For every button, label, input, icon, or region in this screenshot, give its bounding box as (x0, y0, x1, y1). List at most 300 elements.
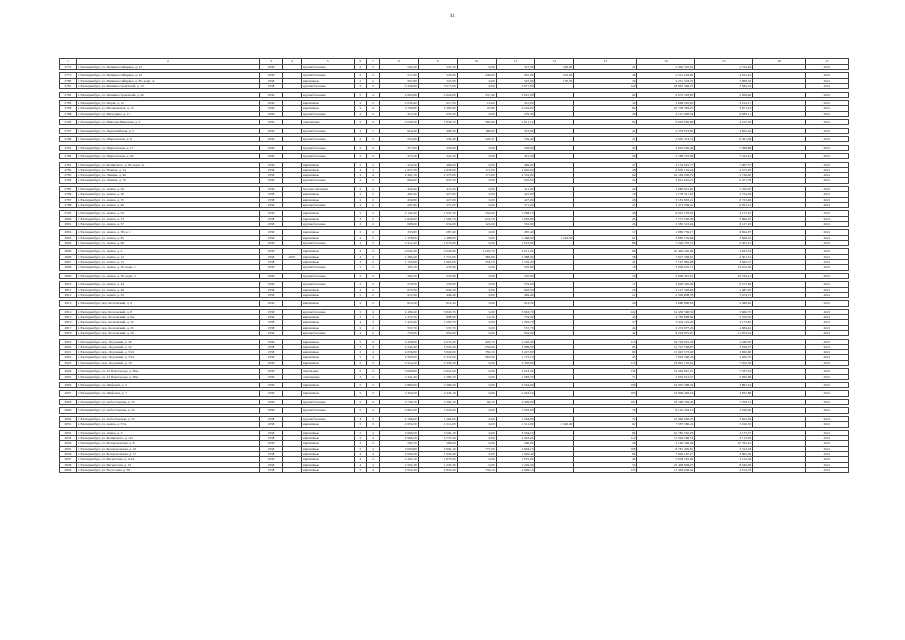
wall-material-cell: крупноблочные (301, 309, 354, 314)
column-number: 12 (535, 59, 574, 65)
row-number-cell: 2806 (60, 254, 77, 259)
entrances-cell: 3 (367, 320, 380, 325)
cost-per-sqm-cell: 6 573,84 (695, 282, 753, 287)
cost-per-sqm-cell: 7 667,57 (695, 162, 753, 167)
total-area-cell: 2 430,60 (379, 339, 418, 344)
municipal-area-cell: 782,10 (457, 350, 496, 355)
address-cell: г. Екатеринбург, ул. 22 Партсъезда, д. 38А (76, 374, 259, 379)
entrances-cell: 5 (367, 84, 380, 89)
total-area-cell: 2 902,80 (379, 92, 418, 97)
cost-per-sqm-cell: 3 314,18 (695, 446, 753, 451)
total-area-cell: 684,00 (379, 178, 418, 183)
entrances-cell: 2 (367, 265, 380, 270)
residents-cell: 22 (574, 65, 637, 70)
residents-cell: 58 (574, 254, 637, 259)
entrances-cell: 4 (367, 173, 380, 178)
wall-material-cell: крупноблочные (301, 221, 354, 226)
repair-cost-cell: 3 473 958,41 (637, 202, 695, 207)
floors-cell: 4 (354, 457, 367, 462)
address-cell: г. Екатеринбург, ул. Ленина, д. 46 (76, 173, 259, 178)
municipal-area-cell: 0,00 (457, 162, 496, 167)
address-cell: г. Екатеринбург, ул. Первомайская, д. 5 (76, 128, 259, 133)
wall-material-cell: смешанные (301, 120, 354, 125)
wall-material-cell: бетонно-блочные (301, 186, 354, 191)
total-area-cell: 5 330,90 (379, 84, 418, 89)
premises-area-cell: 427,00 (418, 192, 457, 197)
wall-material-cell: крупноблочные (301, 416, 354, 421)
build-year-cell: 1958 (259, 309, 282, 314)
row-number-cell: 2836 (60, 451, 77, 456)
residents-cell: 24 (574, 145, 637, 150)
repair-year-cell: 2021 (805, 344, 848, 349)
private-area-cell: 1 388,00 (496, 254, 535, 259)
repair-year-cell: 2021 (805, 73, 848, 78)
repair-year-cell: 2021 (805, 65, 848, 70)
cost-per-sqm-cell: 8 540,60 (695, 462, 753, 467)
premises-area-cell: 2 330,50 (418, 360, 457, 365)
entrances-cell: 2 (367, 287, 380, 292)
row-number-cell: 2799 (60, 137, 77, 142)
municipal-area-cell: 0,00 (457, 78, 496, 83)
residents-cell: 26 (574, 301, 637, 306)
residents-cell: 115 (574, 339, 637, 344)
row-number-cell: 2810 (60, 282, 77, 287)
wall-material-cell: кирпичные (301, 436, 354, 441)
repair-year-cell: 2021 (805, 186, 848, 191)
row-number-cell: 2807 (60, 260, 77, 265)
row-number-cell: 2811 (60, 287, 77, 292)
renovation-year-cell: 2007 (283, 254, 302, 259)
repair-year-cell: 2021 (805, 221, 848, 226)
residents-cell: 29 (574, 78, 637, 83)
floors-cell: 2 (354, 301, 367, 306)
municipal-area-cell: 0,00 (457, 84, 496, 89)
municipal-area-cell: 0,00 (457, 309, 496, 314)
build-year-cell: 1958 (259, 292, 282, 297)
wall-material-cell: кирпичные (301, 260, 354, 265)
row-number-cell: 2784 (60, 178, 77, 183)
municipal-area-cell: 663,00 (457, 355, 496, 360)
wall-material-cell: кирпичные (301, 301, 354, 306)
row-number-cell: 2788 (60, 111, 77, 116)
cost-per-sqm-cell: 6 561,39 (695, 137, 753, 142)
total-area-cell: 591,90 (379, 202, 418, 207)
residents-cell: 17 (574, 230, 637, 235)
repair-cost-cell: 4 251 318,47 (637, 78, 695, 83)
private-area-cell: 2 657,00 (496, 92, 535, 97)
floors-cell: 2 (354, 101, 367, 106)
premises-area-cell: 1 672,00 (418, 240, 457, 245)
repair-year-cell: 2021 (805, 408, 848, 413)
private-area-cell: 1 999,50 (496, 344, 535, 349)
row-number-cell: 2797 (60, 128, 77, 133)
build-year-cell: 1958 (259, 186, 282, 191)
cost-per-sqm-cell: 6 723,40 (695, 197, 753, 202)
repair-year-cell: 2021 (805, 350, 848, 355)
cost-per-sqm-cell: 4 172,10 (695, 211, 753, 216)
repair-cost-cell: 8 781 495,81 (637, 446, 695, 451)
other-area-cell: 150,50 (535, 78, 574, 83)
private-area-cell: 411,00 (496, 186, 535, 191)
premises-area-cell: 1 511,00 (418, 422, 457, 427)
wall-material-cell: кирпичные (301, 167, 354, 172)
repair-cost-cell: 18 607 348,21 (637, 84, 695, 89)
build-year-cell: 1958 (259, 260, 282, 265)
entrances-cell: 4 (367, 451, 380, 456)
repair-cost-cell: 3 941 610,21 (637, 178, 695, 183)
repair-cost-cell: 3 669 295,65 (637, 101, 695, 106)
address-cell: г. Екатеринбург, ул. Шефская, д. 5 (76, 383, 259, 388)
residents-cell: 105 (574, 391, 637, 396)
build-year-cell: 1958 (259, 111, 282, 116)
repair-year-cell: 2021 (805, 320, 848, 325)
build-year-cell: 1958 (259, 230, 282, 235)
repair-cost-cell: 14 430 568,59 (637, 309, 695, 314)
address-cell: г. Екатеринбург, ул. Асбестовская, д. 45 (76, 408, 259, 413)
municipal-area-cell: 0,00 (457, 320, 496, 325)
total-area-cell: 2 656,30 (379, 422, 418, 427)
wall-material-cell: кирпичные (301, 451, 354, 456)
floors-cell: 5 (354, 84, 367, 89)
build-year-cell: 1958 (259, 192, 282, 197)
premises-area-cell: 1 065,00 (418, 260, 457, 265)
repair-year-cell: 2021 (805, 235, 848, 240)
entrances-cell: 4 (367, 369, 380, 374)
premises-area-cell: 5 077,00 (418, 84, 457, 89)
wall-material-cell: кирпичные (301, 235, 354, 240)
wall-material-cell: крупноблочные (301, 154, 354, 159)
municipal-area-cell: 122,00 (457, 221, 496, 226)
repair-cost-cell: 2 788 353,06 (637, 154, 695, 159)
wall-material-cell: крупноблочные (301, 399, 354, 404)
wall-material-cell: крупноблочные (301, 178, 354, 183)
total-area-cell: 1 153,00 (379, 260, 418, 265)
wall-material-cell: крупноблочные (301, 92, 354, 97)
floors-cell: 5 (354, 430, 367, 435)
floors-cell: 5 (354, 309, 367, 314)
total-area-cell: 2 262,10 (379, 457, 418, 462)
cost-per-sqm-cell: 3 918,27 (695, 344, 753, 349)
entrances-cell: 4 (367, 467, 380, 472)
build-year-cell: 1958 (259, 383, 282, 388)
column-number: 10 (457, 59, 496, 65)
cost-per-sqm-cell: 3 871,43 (695, 106, 753, 111)
column-number: 5 (301, 59, 354, 65)
total-area-cell: 585,70 (379, 441, 418, 446)
total-area-cell: 2 096,30 (379, 451, 418, 456)
build-year-cell: 1958 (259, 78, 282, 83)
total-area-cell: 557,70 (379, 325, 418, 330)
wall-material-cell: крупноблочные (301, 331, 354, 336)
cost-per-sqm-cell: 7 337,54 (695, 369, 753, 374)
residents-cell: 65 (574, 344, 637, 349)
address-cell: г. Екатеринбург, ул. Мамина-Сибиряка, д. 24 (76, 73, 259, 78)
repair-cost-cell: 10 782 762,05 (637, 430, 695, 435)
floors-cell: 5 (354, 446, 367, 451)
build-year-cell: 1958 (259, 422, 282, 427)
address-cell: г. Екатеринбург, ул. Шарташская, д. 17 (76, 145, 259, 150)
repair-cost-cell: 1 880 739,17 (637, 230, 695, 235)
municipal-area-cell: 0,00 (457, 202, 496, 207)
other-area-cell: 1 224,50 (535, 235, 574, 240)
repair-cost-cell: 10 184 036,79 (637, 173, 695, 178)
total-area-cell: 4 180,40 (379, 309, 418, 314)
cost-per-sqm-cell: 3 175,37 (695, 430, 753, 435)
total-area-cell: 2 891,00 (379, 408, 418, 413)
repair-cost-cell: 18 198 359,43 (637, 399, 695, 404)
wall-material-cell: кирпичные (301, 344, 354, 349)
repair-year-cell: 2021 (805, 78, 848, 83)
wall-material-cell: кирпичные (301, 197, 354, 202)
municipal-area-cell: 0,00 (457, 436, 496, 441)
floors-cell: 5 (354, 399, 367, 404)
row-number-cell: 2832 (60, 430, 77, 435)
entrances-cell: 4 (367, 350, 380, 355)
wall-material-cell: кирпичные (301, 292, 354, 297)
cost-per-sqm-cell: 3 584,23 (695, 84, 753, 89)
private-area-cell: 449,40 (496, 292, 535, 297)
floors-cell: 2 (354, 78, 367, 83)
residents-cell: 45 (574, 355, 637, 360)
entrances-cell: 4 (367, 106, 380, 111)
cost-per-sqm-cell: 4 215,35 (695, 120, 753, 125)
private-area-cell: 2 409,00 (496, 399, 535, 404)
private-area-cell: 521,50 (496, 65, 535, 70)
floors-cell: 5 (354, 383, 367, 388)
repair-year-cell: 2021 (805, 315, 848, 320)
repair-year-cell: 2021 (805, 369, 848, 374)
private-area-cell: 3 227,60 (496, 350, 535, 355)
residents-cell: 122 (574, 309, 637, 314)
total-area-cell: 611,90 (379, 292, 418, 297)
address-cell: г. Екатеринбург, пер. Лодочный, д. 52 (76, 344, 259, 349)
repair-year-cell: 2021 (805, 446, 848, 451)
build-year-cell: 1958 (259, 355, 282, 360)
municipal-area-cell: 0,00 (457, 65, 496, 70)
address-cell: г. Екатеринбург, ул. Азина, д. 46 (76, 287, 259, 292)
row-number-cell: 2833 (60, 436, 77, 441)
premises-area-cell: 2 039,60 (418, 249, 457, 254)
total-area-cell: 2 441,30 (379, 374, 418, 379)
premises-area-cell: 654,00 (418, 221, 457, 226)
repair-year-cell: 2021 (805, 211, 848, 216)
wall-material-cell: кирпичные (301, 457, 354, 462)
repair-cost-cell: 2 695 956,46 (637, 145, 695, 150)
entrances-cell: 2 (367, 73, 380, 78)
floors-cell: 3 (354, 216, 367, 221)
total-area-cell: 579,00 (379, 282, 418, 287)
row-number-cell: 2809 (60, 273, 77, 278)
row-number-cell: 2815 (60, 315, 77, 320)
total-area-cell: 2 491,10 (379, 173, 418, 178)
wall-material-cell: кирпичные (301, 173, 354, 178)
row-number-cell: 2780 (60, 154, 77, 159)
renovation-year-cell (283, 467, 302, 472)
municipal-area-cell: 0,00 (457, 282, 496, 287)
private-area-cell: 279,30 (496, 111, 535, 116)
repair-year-cell: 2021 (805, 292, 848, 297)
address-cell: г. Екатеринбург, пер. Козловский, д. 12 (76, 320, 259, 325)
other-area-cell (535, 467, 574, 472)
total-area-cell: 2 242,40 (379, 344, 418, 349)
private-area-cell: 571,20 (496, 202, 535, 207)
repair-year-cell: 2021 (805, 145, 848, 150)
private-area-cell: 2 226,30 (496, 339, 535, 344)
row-number-cell: 2775 (60, 73, 77, 78)
entrances-cell: 2 (367, 230, 380, 235)
address-cell: г. Екатеринбург, ул. Азина, д. 40 (76, 202, 259, 207)
entrances-cell: 2 (367, 145, 380, 150)
address-cell: г. Екатеринбург, ул. Белореченская, д. 17 (76, 451, 259, 456)
row-number-cell: 2795 (60, 211, 77, 216)
build-year-cell: 1958 (259, 462, 282, 467)
row-number-cell: 2770 (60, 65, 77, 70)
repair-year-cell: 2021 (805, 273, 848, 278)
build-year-cell: 1958 (259, 325, 282, 330)
entrances-cell: 2 (367, 192, 380, 197)
residents-cell: 16 (574, 265, 637, 270)
total-area-cell: 459,80 (379, 197, 418, 202)
build-year-cell: 1958 (259, 273, 282, 278)
cost-per-sqm-cell: 4 912,25 (695, 73, 753, 78)
wall-material-cell: кирпичные (301, 355, 354, 360)
entrances-cell: 4 (367, 462, 380, 467)
private-area-cell: 539,40 (496, 137, 535, 142)
municipal-area-cell: 777,00 (457, 446, 496, 451)
total-area-cell: 303,10 (379, 265, 418, 270)
premises-area-cell: 2 504,10 (418, 399, 457, 404)
entrances-cell: 2 (367, 78, 380, 83)
cost-per-sqm-cell: 2 958,46 (695, 92, 753, 97)
address-cell: г. Екатеринбург, ул. Белореченская, д. 8 (76, 441, 259, 446)
cost-per-sqm-cell: 7 522,41 (695, 154, 753, 159)
wall-material-cell: кирпичные (301, 462, 354, 467)
residents-cell: 112 (574, 436, 637, 441)
row-number-cell: 2813 (60, 301, 77, 306)
premises-area-cell: 814,30 (418, 301, 457, 306)
address-cell: г. Екатеринбург, ул. 22 Партсъезда, д. 36А (76, 369, 259, 374)
build-year-cell: 1958 (259, 331, 282, 336)
repair-year-cell: 2021 (805, 462, 848, 467)
total-area-cell: 1 378,00 (379, 235, 418, 240)
cost-per-sqm-cell: 6 085,11 (695, 111, 753, 116)
floors-cell: 5 (354, 350, 367, 355)
build-year-cell: 1958 (259, 235, 282, 240)
address-cell: г. Екатеринбург, ул. Машиностроителей, д. 12 (76, 84, 259, 89)
floors-cell: 2 (354, 273, 367, 278)
residents-cell: 43 (574, 315, 637, 320)
build-year-cell: 1958 (259, 197, 282, 202)
residents-cell: 62 (574, 120, 637, 125)
column-number: 14 (637, 59, 695, 65)
repair-year-cell: 2021 (805, 106, 848, 111)
municipal-area-cell: 0,00 (457, 369, 496, 374)
address-cell: г. Екатеринбург, ул. Мамина-Сибиряка, д. 85, корп. А (76, 78, 259, 83)
entrances-cell: 2 (367, 331, 380, 336)
column-number: 7 (367, 59, 380, 65)
repair-year-cell: 2021 (805, 260, 848, 265)
row-number-cell: 2808 (60, 265, 77, 270)
entrances-cell: 4 (367, 457, 380, 462)
column-number: 4 (283, 59, 302, 65)
total-area-cell: 3 666,50 (379, 430, 418, 435)
floors-cell: 3 (354, 315, 367, 320)
build-year-cell: 1958 (259, 65, 282, 70)
repair-year-cell: 2021 (805, 467, 848, 472)
floors-cell: 5 (354, 211, 367, 216)
residents-cell: 21 (574, 137, 637, 142)
build-year-cell: 1958 (259, 216, 282, 221)
private-area-cell: 560,00 (496, 441, 535, 446)
total-area-cell: 2 514,20 (379, 360, 418, 365)
residents-cell: 42 (574, 128, 637, 133)
residents-cell: 86 (574, 451, 637, 456)
total-area-cell: 2 030,40 (379, 101, 418, 106)
premises-area-cell: 2 050,20 (418, 344, 457, 349)
row-number-cell: 2816 (60, 320, 77, 325)
entrances-cell: 2 (367, 197, 380, 202)
municipal-area-cell: 0,00 (457, 331, 496, 336)
cost-per-sqm-cell: 3 960,80 (695, 350, 753, 355)
cost-per-sqm-cell: 5 359,30 (695, 315, 753, 320)
total-area-cell: 2 744,70 (379, 399, 418, 404)
total-area-cell: 2 042,30 (379, 249, 418, 254)
premises-area-cell: 341,20 (418, 154, 457, 159)
repair-year-cell: 2021 (805, 173, 848, 178)
cost-per-sqm-cell: 5 487,95 (695, 287, 753, 292)
total-area-cell: 3 000,80 (379, 446, 418, 451)
row-number-cell: 2839 (60, 467, 77, 472)
wall-material-cell: кирпичные (301, 101, 354, 106)
premises-area-cell: 2 599,20 (418, 383, 457, 388)
repair-cost-cell: 7 632 914,57 (637, 374, 695, 379)
private-area-cell: 270,90 (496, 273, 535, 278)
repair-cost-cell: 7 627 458,61 (637, 254, 695, 259)
address-cell: г. Екатеринбург, ул. Азина, д. 26 (76, 186, 259, 191)
private-area-cell: 270,90 (496, 265, 535, 270)
wall-material-cell: кирпичные (301, 383, 354, 388)
repair-cost-cell: 3 680 866,83 (637, 301, 695, 306)
floors-cell: 2 (354, 137, 367, 142)
wall-material-cell: кирпичные (301, 422, 354, 427)
residents-cell: 108 (574, 446, 637, 451)
build-year-cell: 1958 (259, 374, 282, 379)
floors-cell: 4 (354, 167, 367, 172)
wall-material-cell: кирпичные (301, 216, 354, 221)
repair-cost-cell: 3 133 925,77 (637, 162, 695, 167)
wall-material-cell: крупноблочные (301, 65, 354, 70)
floors-cell: 5 (354, 92, 367, 97)
municipal-area-cell: 383,60 (457, 254, 496, 259)
address-cell: г. Екатеринбург, пер. Лодочный, д. 53/3 (76, 355, 259, 360)
row-number-cell: 2788 (60, 202, 77, 207)
cost-per-sqm-cell: 2 734,26 (695, 65, 753, 70)
entrances-cell: 2 (367, 162, 380, 167)
private-area-cell: 547,00 (496, 78, 535, 83)
repair-cost-cell: 7 663 568,26 (637, 355, 695, 360)
municipal-area-cell: 12,00 (457, 101, 496, 106)
premises-area-cell: 411,00 (418, 186, 457, 191)
residents-cell: 62 (574, 422, 637, 427)
residents-cell: 115 (574, 360, 637, 365)
repair-year-cell: 2021 (805, 374, 848, 379)
residents-cell: 19 (574, 192, 637, 197)
residents-cell: 21 (574, 292, 637, 297)
total-area-cell: 2 142,40 (379, 211, 418, 216)
build-year-cell: 1958 (259, 173, 282, 178)
residents-cell: 26 (574, 154, 637, 159)
municipal-area-cell: 254,90 (457, 211, 496, 216)
